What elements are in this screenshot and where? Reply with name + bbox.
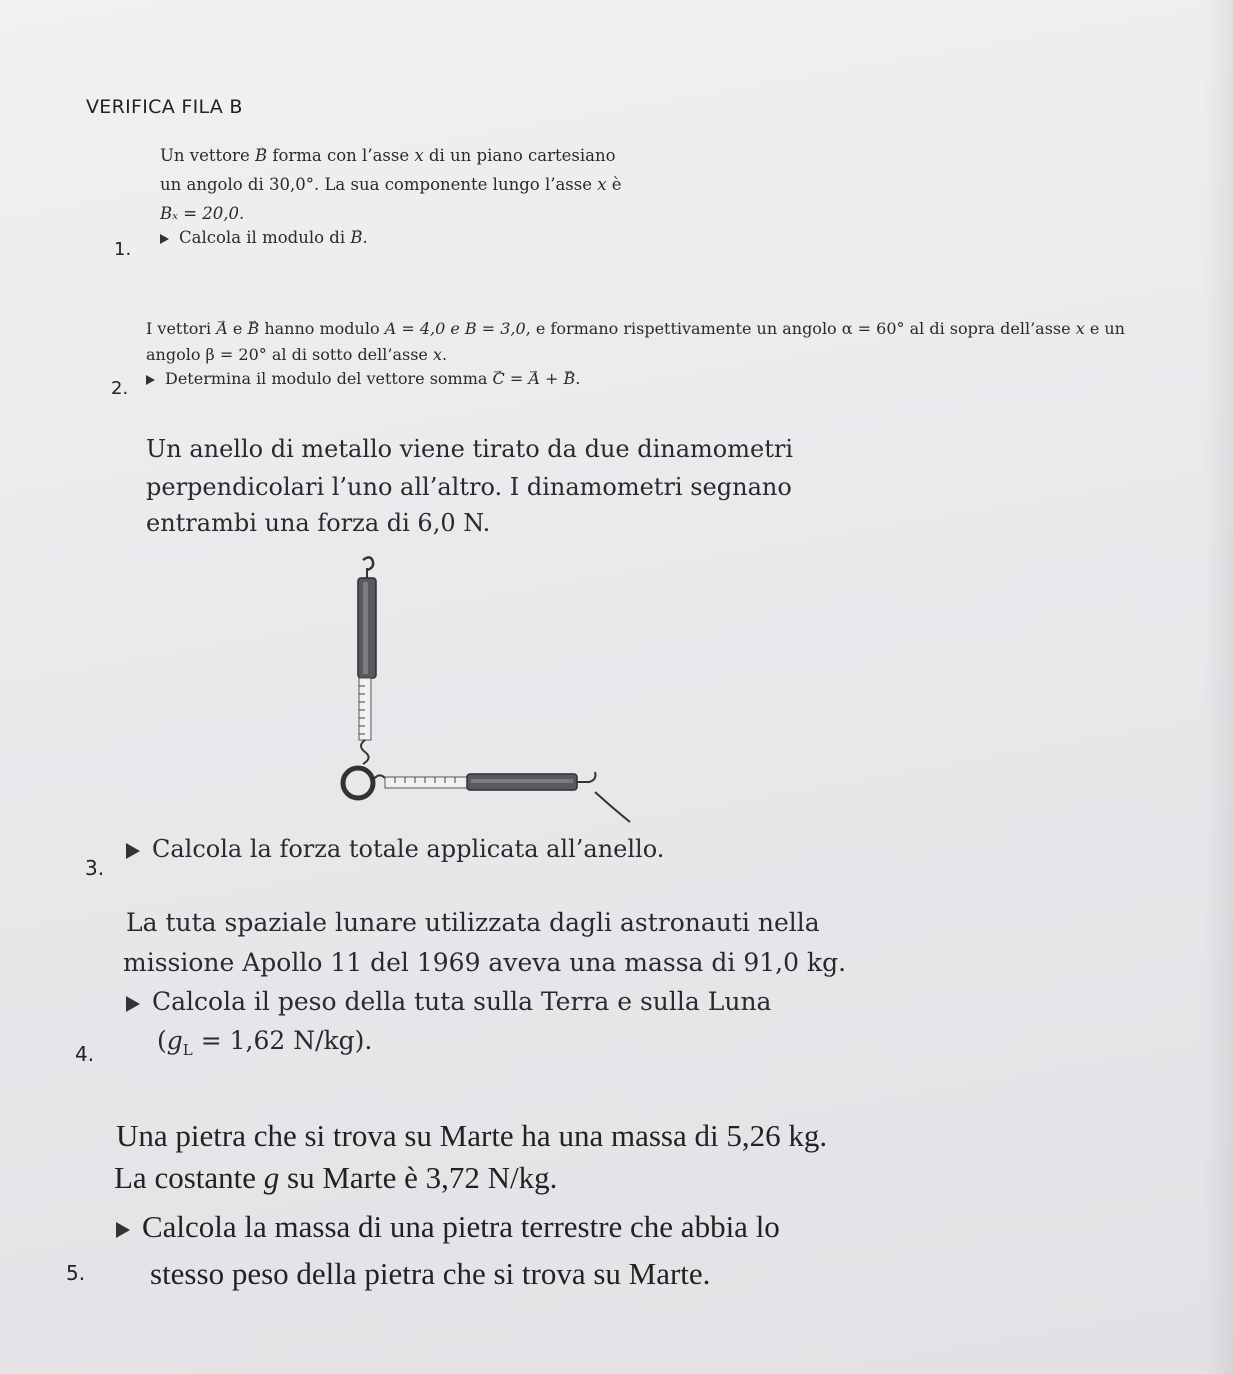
bullet-arrow-icon [116, 1222, 130, 1238]
q5-line-2: La costante g su Marte è 3,72 N/kg. [114, 1160, 558, 1195]
q2-number: 2. [111, 378, 129, 399]
q5-task-line-1: Calcola la massa di una pietra terrestre che abbia lo [116, 1204, 780, 1250]
page-shadow [1203, 0, 1233, 1374]
q1-line-2: un angolo di 30,0°. La sua componente lungo l’asse x è [160, 175, 622, 194]
q3-task: Calcola la forza totale applicata all’anello. [126, 830, 664, 868]
q1-line-3: Bₓ = 20,0. [160, 204, 245, 223]
top-hook [363, 557, 373, 570]
q3-line-1: Un anello di metallo viene tirato da due dinamometri [146, 435, 793, 463]
bullet-arrow-icon [146, 375, 155, 385]
q4-number: 4. [75, 1042, 95, 1066]
q2-line-2: angolo β = 20° al di sotto dell’asse x. [146, 345, 448, 364]
bullet-arrow-icon [160, 234, 169, 244]
q3-line-3: entrambi una forza di 6,0 N. [146, 509, 491, 537]
q4-line-1: La tuta spaziale lunare utilizzata dagli astronauti nella [126, 908, 820, 937]
dynamometer-figure [325, 548, 645, 838]
right-hook [577, 772, 595, 782]
q5-number: 5. [66, 1261, 86, 1285]
q4-task: Calcola il peso della tuta sulla Terra e sulla Luna [126, 983, 771, 1021]
q1-line-1: Un vettore → B forma con l’asse x di un piano cartesiano [160, 141, 616, 170]
q4-formula: ($g_L = 1,62$ N/kg). [157, 1026, 373, 1059]
metal-ring [343, 768, 373, 798]
q2-task: Determina il modulo del vettore somma → C = → A + → B. [146, 366, 580, 391]
q1-task: Calcola il modulo di → B. [160, 223, 368, 252]
q1-number: 1. [114, 239, 132, 260]
q3-line-2: perpendicolari l’uno all’altro. I dinamometri segnano [146, 473, 792, 501]
vector-b: → B [255, 141, 267, 170]
page-title: VERIFICA FILA B [86, 96, 243, 118]
q4-line-2: missione Apollo 11 del 1969 aveva una massa di 91,0 kg. [123, 948, 847, 977]
q3-number: 3. [85, 856, 105, 880]
vertical-scale [359, 678, 371, 740]
bullet-arrow-icon [126, 996, 140, 1012]
q5-task-line-2: stesso peso della pietra che si trova su Marte. [150, 1256, 711, 1291]
q2-line-1: I vettori → A e → B hanno modulo A = 4,0 e B = 3,0, e formano rispettivamente un angolo α = 60° al di sopra dell’asse x e un [146, 316, 1125, 341]
bullet-arrow-icon [126, 843, 140, 859]
q5-line-1: Una pietra che si trova su Marte ha una massa di 5,26 kg. [116, 1118, 828, 1153]
